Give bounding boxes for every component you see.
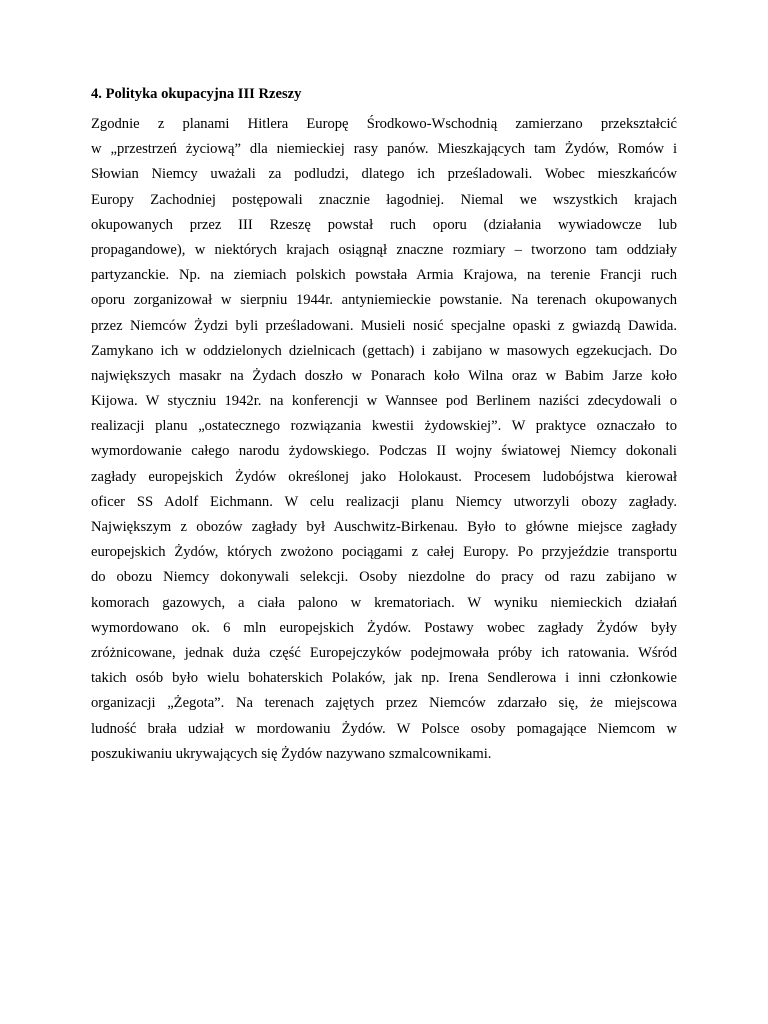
- body-paragraph: [91, 112, 677, 767]
- paragraph-line: europejskich Żydów, których zwożono pociągami z całej Europy. Po przyjeździe transportu: [91, 544, 677, 561]
- paragraph-line: Zamykano ich w oddzielonych dzielnicach (gettach) i zabijano w masowych egzekucjach. Do: [91, 342, 677, 359]
- paragraph-line: do obozu Niemcy dokonywali selekcji. Osoby niezdolne do pracy od razu zabijano w: [91, 569, 677, 586]
- paragraph-line: propagandowe), w niektórych krajach osiągnął znaczne rozmiary – tworzono tam oddziały: [91, 241, 677, 258]
- section-heading: 4. Polityka okupacyjna III Rzeszy: [91, 86, 302, 102]
- paragraph-line: przez Niemców Żydzi byli prześladowani. Musieli nosić specjalne opaski z gwiazdą Dawida.: [91, 317, 677, 334]
- paragraph-line: Największym z obozów zagłady był Auschwitz-Birkenau. Było to główne miejsce zagłady: [91, 519, 677, 535]
- paragraph-line: realizacji planu „ostatecznego rozwiązania kwestii żydowskiej”. W praktyce oznaczało to: [91, 418, 677, 435]
- paragraph-line: wymordowanie całego narodu żydowskiego. Podczas II wojny światowej Niemcy dokonali: [91, 443, 677, 460]
- paragraph-line: Europy Zachodniej postępowali znacznie łagodniej. Niemal we wszystkich krajach: [91, 191, 677, 208]
- paragraph-line: Zgodnie z planami Hitlera Europę Środkowo-Wschodnią zamierzano przekształcić: [91, 116, 677, 132]
- paragraph-line: oficer SS Adolf Eichmann. W celu realizacji planu Niemcy utworzyli obozy zagłady.: [91, 493, 677, 510]
- paragraph-line: zróżnicowane, jednak duża część Europejczyków podejmowała próby ich ratowania. Wśród: [91, 644, 677, 661]
- paragraph-line: oporu zorganizował w sierpniu 1944r. antyniemieckie powstanie. Na terenach okupowanych: [91, 292, 677, 309]
- paragraph-line: Kijowa. W styczniu 1942r. na konferencji w Wannsee pod Berlinem naziści zdecydowali o: [91, 393, 677, 410]
- paragraph-line: Słowian Niemcy uważali za podludzi, dlatego ich prześladowali. Wobec mieszkańców: [91, 166, 677, 183]
- paragraph-line: zagłady europejskich Żydów określonej jako Holokaust. Procesem ludobójstwa kierował: [91, 468, 677, 485]
- paragraph-line: ludność brała udział w mordowaniu Żydów. W Polsce osoby pomagające Niemcom w: [91, 720, 677, 737]
- paragraph-line: wymordowano ok. 6 mln europejskich Żydów. Postawy wobec zagłady Żydów były: [91, 619, 677, 636]
- paragraph-line: partyzanckie. Np. na ziemiach polskich powstała Armia Krajowa, na terenie Francji ruch: [91, 267, 677, 284]
- paragraph-line: okupowanych przez III Rzeszę powstał ruch oporu (działania wywiadowcze lub: [91, 216, 677, 233]
- paragraph-line: największych masakr na Żydach doszło w Ponarach koło Wilna oraz w Babim Jarze koło: [91, 367, 677, 384]
- paragraph-line: komorach gazowych, a ciała palono w krematoriach. W wyniku niemieckich działań: [91, 594, 677, 611]
- document-page: [91, 84, 677, 767]
- paragraph-line: poszukiwaniu ukrywających się Żydów nazywano szmalcownikami.: [91, 745, 492, 762]
- paragraph-line: w „przestrzeń życiową” dla niemieckiej rasy panów. Mieszkających tam Żydów, Romów i: [91, 141, 677, 158]
- paragraph-line: organizacji „Żegota”. Na terenach zajętych przez Niemców zdarzało się, że miejscowa: [91, 695, 677, 712]
- paragraph-line: takich osób było wielu bohaterskich Polaków, jak np. Irena Sendlerowa i inni członkowie: [91, 670, 677, 687]
